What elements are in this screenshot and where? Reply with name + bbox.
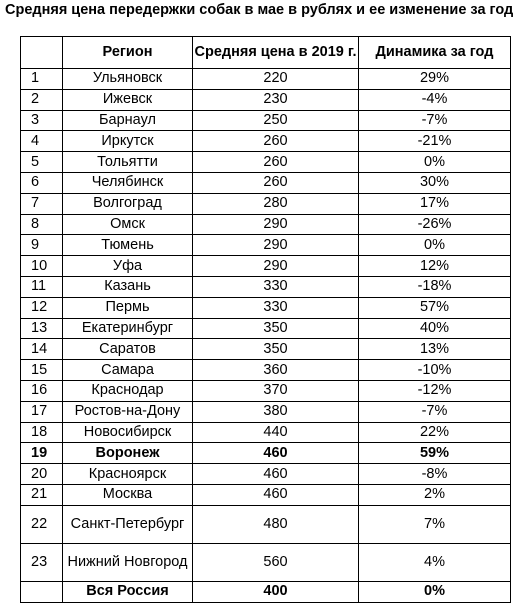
table-row [21, 131, 511, 152]
table-row [21, 318, 511, 339]
table-row [21, 89, 511, 110]
row-number: 13 [21, 318, 63, 339]
table-row [21, 193, 511, 214]
price-change: 30% [359, 172, 511, 193]
region-name: Вся Россия [63, 581, 193, 602]
row-number: 9 [21, 235, 63, 256]
price-change: -18% [359, 276, 511, 297]
price-change: 0% [359, 581, 511, 602]
header-price: Средняя цена в 2019 г. [193, 37, 359, 69]
region-name: Барнаул [63, 110, 193, 131]
row-number: 12 [21, 297, 63, 318]
average-price: 230 [193, 89, 359, 110]
table-row [21, 256, 511, 277]
table-row [21, 380, 511, 401]
table-row [21, 422, 511, 443]
header-number [21, 37, 63, 69]
price-change: 0% [359, 235, 511, 256]
average-price: 260 [193, 152, 359, 173]
average-price: 460 [193, 443, 359, 464]
price-table [20, 36, 511, 603]
average-price: 440 [193, 422, 359, 443]
row-number: 10 [21, 256, 63, 277]
table-row [21, 297, 511, 318]
average-price: 250 [193, 110, 359, 131]
row-number: 14 [21, 339, 63, 360]
table-row [21, 214, 511, 235]
average-price: 560 [193, 543, 359, 581]
average-price: 290 [193, 256, 359, 277]
price-change: 12% [359, 256, 511, 277]
region-name: Омск [63, 214, 193, 235]
table-row [21, 339, 511, 360]
price-change: -21% [359, 131, 511, 152]
average-price: 360 [193, 360, 359, 381]
price-change: -26% [359, 214, 511, 235]
region-name: Нижний Новгород [63, 543, 193, 581]
average-price: 330 [193, 297, 359, 318]
row-number: 8 [21, 214, 63, 235]
header-region: Регион [63, 37, 193, 69]
row-number: 15 [21, 360, 63, 381]
price-change: 0% [359, 152, 511, 173]
table-row [21, 543, 511, 581]
price-change: 22% [359, 422, 511, 443]
table-row [21, 401, 511, 422]
average-price: 280 [193, 193, 359, 214]
table-title: Средняя цена передержки собак в мае в рублях и ее изменение за год [5, 2, 514, 18]
table-row [21, 484, 511, 505]
price-change: -8% [359, 464, 511, 485]
region-name: Тольятти [63, 152, 193, 173]
price-change: -12% [359, 380, 511, 401]
price-change: -7% [359, 401, 511, 422]
region-name: Екатеринбург [63, 318, 193, 339]
region-name: Пермь [63, 297, 193, 318]
region-name: Ростов-на-Дону [63, 401, 193, 422]
average-price: 330 [193, 276, 359, 297]
row-number: 1 [21, 69, 63, 90]
region-name: Иркутск [63, 131, 193, 152]
average-price: 260 [193, 172, 359, 193]
average-price: 380 [193, 401, 359, 422]
region-name: Новосибирск [63, 422, 193, 443]
price-change: -4% [359, 89, 511, 110]
average-price: 370 [193, 380, 359, 401]
row-number: 3 [21, 110, 63, 131]
table-body [21, 69, 511, 603]
table-row [21, 276, 511, 297]
row-number: 18 [21, 422, 63, 443]
price-change: 4% [359, 543, 511, 581]
region-name: Санкт-Петербург [63, 505, 193, 543]
average-price: 480 [193, 505, 359, 543]
region-name: Красноярск [63, 464, 193, 485]
region-name: Челябинск [63, 172, 193, 193]
price-change: 17% [359, 193, 511, 214]
row-number [21, 581, 63, 602]
average-price: 290 [193, 235, 359, 256]
price-change: 2% [359, 484, 511, 505]
price-change: 59% [359, 443, 511, 464]
region-name: Воронеж [63, 443, 193, 464]
region-name: Волгоград [63, 193, 193, 214]
table-row [21, 464, 511, 485]
row-number: 2 [21, 89, 63, 110]
table-row [21, 360, 511, 381]
table-row [21, 69, 511, 90]
average-price: 460 [193, 484, 359, 505]
price-change: -10% [359, 360, 511, 381]
row-number: 22 [21, 505, 63, 543]
row-number: 23 [21, 543, 63, 581]
region-name: Казань [63, 276, 193, 297]
row-number: 7 [21, 193, 63, 214]
price-change: 29% [359, 69, 511, 90]
table-row [21, 443, 511, 464]
row-number: 11 [21, 276, 63, 297]
price-change: -7% [359, 110, 511, 131]
header-change: Динамика за год [359, 37, 511, 69]
table-row [21, 110, 511, 131]
row-number: 16 [21, 380, 63, 401]
region-name: Тюмень [63, 235, 193, 256]
row-number: 21 [21, 484, 63, 505]
region-name: Уфа [63, 256, 193, 277]
region-name: Москва [63, 484, 193, 505]
region-name: Самара [63, 360, 193, 381]
price-change: 57% [359, 297, 511, 318]
row-number: 5 [21, 152, 63, 173]
price-change: 7% [359, 505, 511, 543]
row-number: 17 [21, 401, 63, 422]
average-price: 350 [193, 318, 359, 339]
average-price: 290 [193, 214, 359, 235]
region-name: Саратов [63, 339, 193, 360]
table-row [21, 235, 511, 256]
table-row [21, 505, 511, 543]
average-price: 460 [193, 464, 359, 485]
average-price: 400 [193, 581, 359, 602]
row-number: 19 [21, 443, 63, 464]
average-price: 220 [193, 69, 359, 90]
average-price: 260 [193, 131, 359, 152]
total-row [21, 581, 511, 602]
price-change: 13% [359, 339, 511, 360]
region-name: Ижевск [63, 89, 193, 110]
table-row [21, 152, 511, 173]
row-number: 4 [21, 131, 63, 152]
price-change: 40% [359, 318, 511, 339]
row-number: 20 [21, 464, 63, 485]
header-row [21, 37, 511, 69]
region-name: Краснодар [63, 380, 193, 401]
table-row [21, 172, 511, 193]
region-name: Ульяновск [63, 69, 193, 90]
average-price: 350 [193, 339, 359, 360]
row-number: 6 [21, 172, 63, 193]
